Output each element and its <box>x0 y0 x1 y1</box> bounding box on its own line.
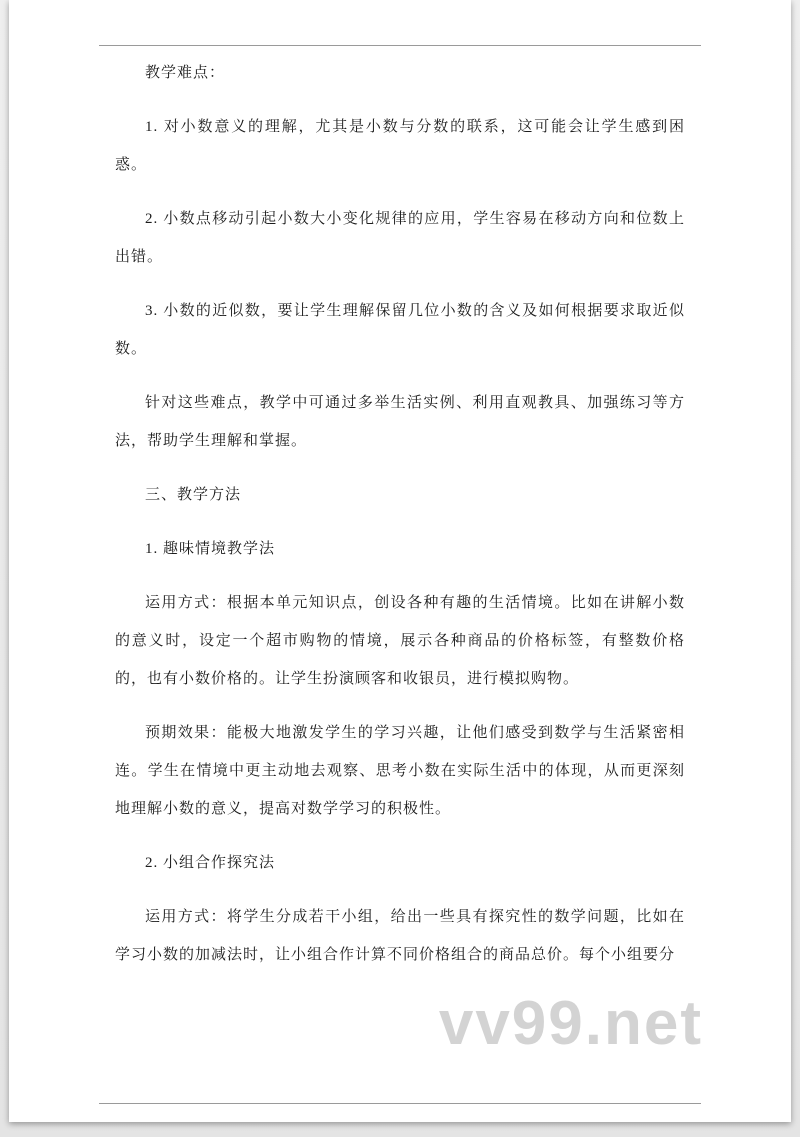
paragraph-method-2-usage: 运用方式：将学生分成若干小组，给出一些具有探究性的数学问题，比如在学习小数的加减法时，让小组合作计算不同价格组合的商品总价。每个小组要分 <box>115 909 685 963</box>
paragraph-method-1-heading: 1. 趣味情境教学法 <box>145 541 276 557</box>
watermark: vv99.net <box>438 989 703 1058</box>
page-content <box>115 54 685 990</box>
paragraph-section-3-heading: 三、教学方法 <box>145 487 242 503</box>
paragraph-difficulty-1: 1. 对小数意义的理解，尤其是小数与分数的联系，这可能会让学生感到困惑。 <box>115 119 685 173</box>
paragraph-method-1-expected-effect: 预期效果：能极大地激发学生的学习兴趣，让他们感受到数学与生活紧密相连。学生在情境中更主动地去观察、思考小数在实际生活中的体现，从而更深刻地理解小数的意义，提高对数学学习的积极性。 <box>115 725 685 817</box>
paragraph-method-2-heading: 2. 小组合作探究法 <box>145 855 276 871</box>
footer-rule <box>99 1103 701 1104</box>
paragraph-difficulty-summary: 针对这些难点，教学中可通过多举生活实例、利用直观教具、加强练习等方法，帮助学生理解和掌握。 <box>115 395 685 449</box>
paragraph-method-1-usage: 运用方式：根据本单元知识点，创设各种有趣的生活情境。比如在讲解小数的意义时，设定一个超市购物的情境，展示各种商品的价格标签，有整数价格的，也有小数价格的。让学生扮演顾客和收银员，进行模拟购物。 <box>115 595 685 687</box>
header-rule <box>99 45 701 46</box>
document-page <box>9 0 791 1122</box>
paragraph-teaching-difficulties-heading: 教学难点： <box>145 65 226 81</box>
paragraph-difficulty-2: 2. 小数点移动引起小数大小变化规律的应用，学生容易在移动方向和位数上出错。 <box>115 211 685 265</box>
paragraph-difficulty-3: 3. 小数的近似数，要让学生理解保留几位小数的含义及如何根据要求取近似数。 <box>115 303 685 357</box>
